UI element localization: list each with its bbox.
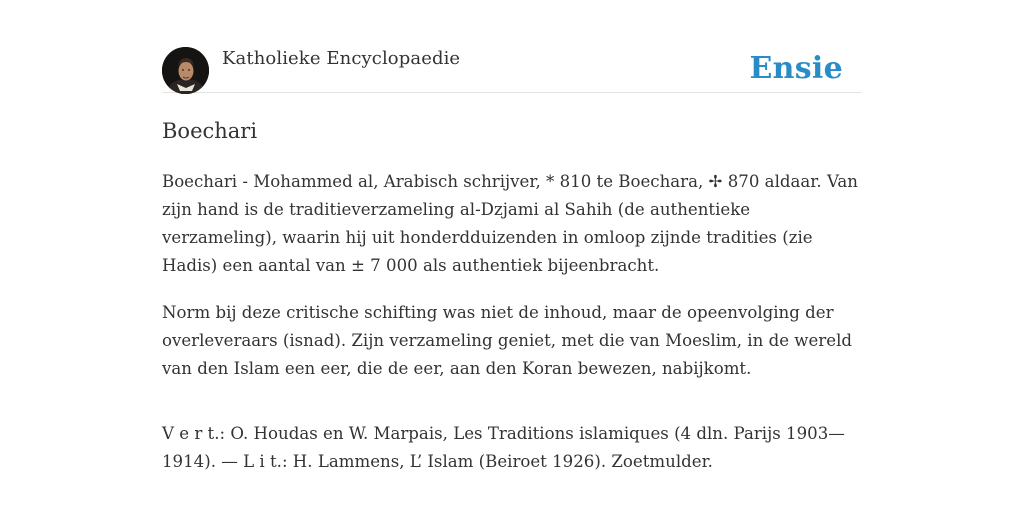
portrait-avatar-icon[interactable] <box>162 47 209 94</box>
site-header <box>162 0 862 93</box>
source-name[interactable]: Katholieke Encyclopaedie <box>222 48 461 69</box>
article-references: V e r t.: O. Houdas en W. Marpais, Les Traditions islamiques (4 dln. Parijs 1903—1914). — L i t.: H. Lammens, L’ Islam (Beiroet 1926). Zoetmulder. <box>162 424 845 471</box>
article-page <box>162 0 862 471</box>
article-paragraph: Boechari - Mohammed al, Arabisch schrijver, * 810 te Boechara, ✢ 870 aldaar. Van zijn hand is de traditieverzameling al-Dzjami al Sahih (de authentieke verzameling), waarin hij uit honderdduizenden in omloop zijnde tradities (zie Hadis) een aantal van ± 7 000 als authentiek bijeenbracht. <box>162 172 858 275</box>
article-title: Boechari <box>162 119 258 143</box>
article-body <box>162 168 862 495</box>
brand-logo[interactable]: Ensie <box>749 51 843 86</box>
article-paragraph: Norm bij deze critische schifting was niet de inhoud, maar de opeenvolging der overleveraars (isnad). Zijn verzameling geniet, met die van Moeslim, in de wereld van den Islam een eer, die de eer, aan den Koran bewezen, nabijkomt. <box>162 303 852 378</box>
